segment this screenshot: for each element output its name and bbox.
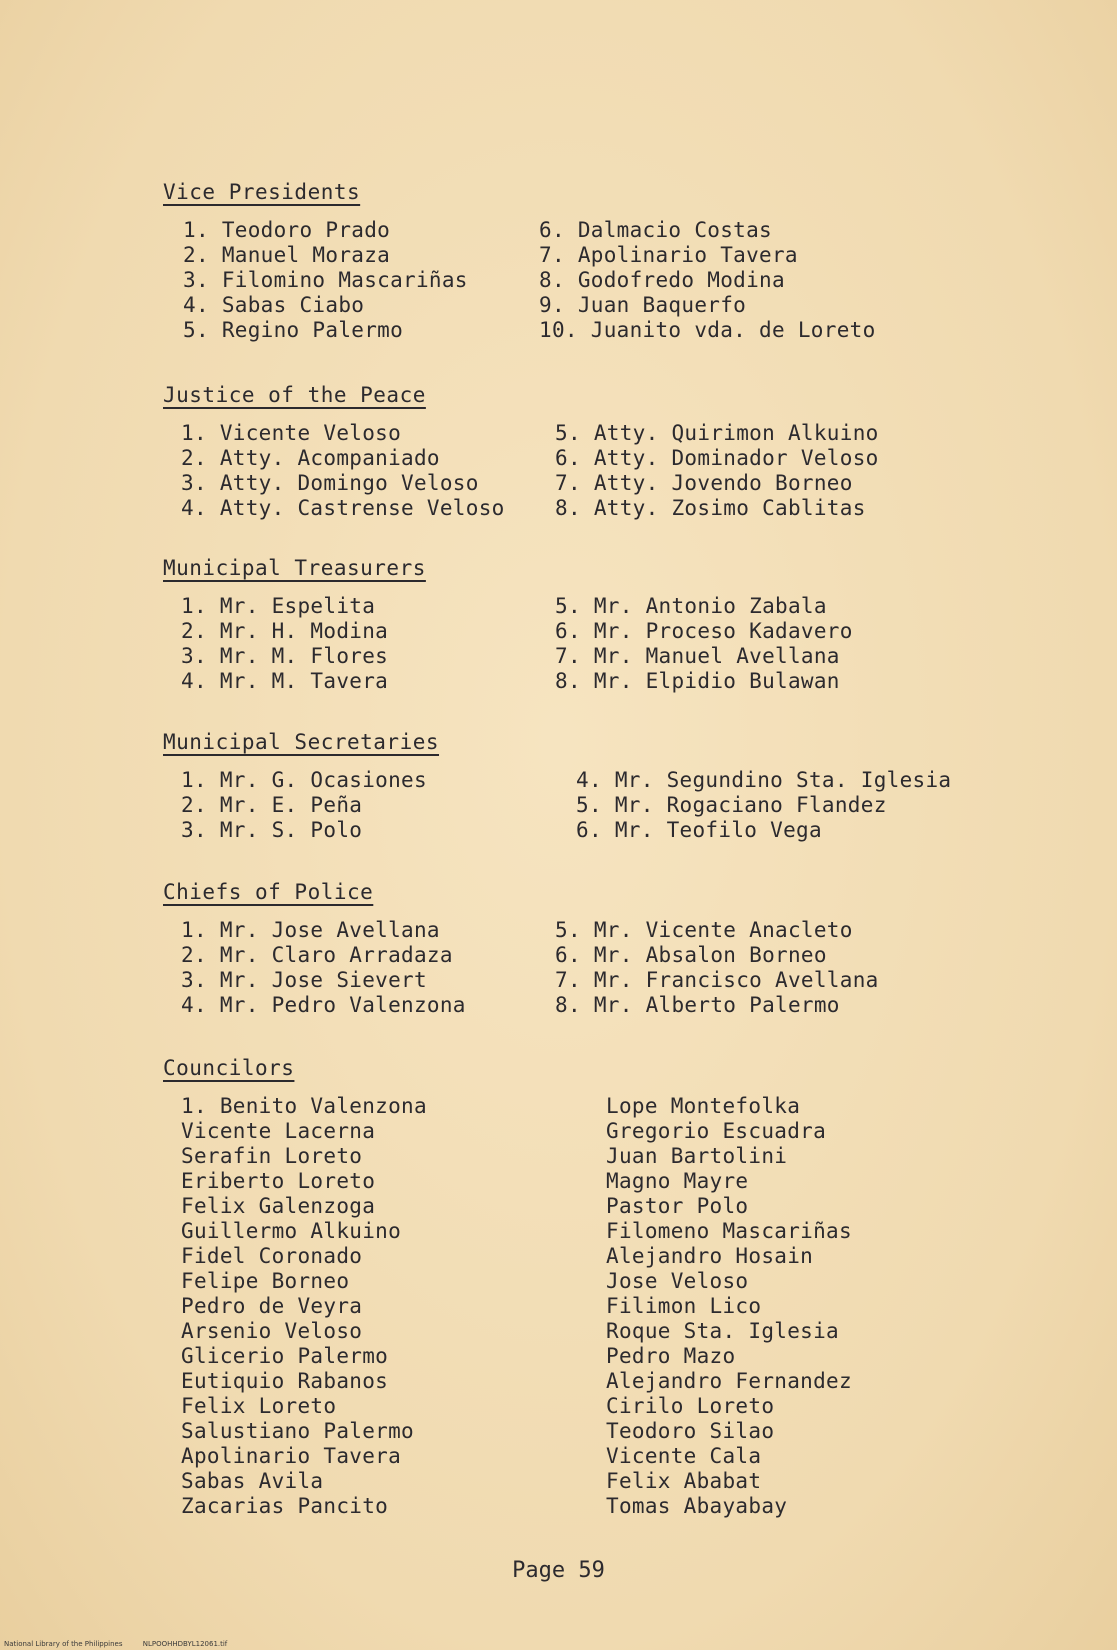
scan-source: National Library of the Philippines — [4, 1640, 123, 1648]
list-item: Eutiquio Rabanos — [181, 1369, 389, 1393]
list-item: 4. Mr. Segundino Sta. Iglesia — [576, 768, 952, 792]
list-item: 1. Mr. G. Ocasiones — [181, 768, 427, 792]
list-item: 2. Mr. Claro Arradaza — [181, 943, 453, 967]
list-item: Eriberto Loreto — [181, 1169, 376, 1193]
list-item: 5. Mr. Antonio Zabala — [555, 594, 827, 618]
section-councilors — [163, 1056, 1023, 1518]
section-heading: Municipal Treasurers — [163, 556, 426, 580]
list-item: 2. Mr. E. Peña — [181, 793, 363, 817]
section-chiefs-of-police — [163, 880, 1023, 1023]
list-item: Tomas Abayabay — [606, 1494, 788, 1518]
list-item: Felix Galenzoga — [181, 1194, 376, 1218]
list-item: 8. Godofredo Modina — [539, 268, 785, 292]
list-item: Magno Mayre — [606, 1169, 749, 1193]
list-item: 2. Atty. Acompaniado — [181, 446, 440, 470]
list-item: 1. Mr. Espelita — [181, 594, 376, 618]
list-item: Pedro Mazo — [606, 1344, 736, 1368]
left-column — [181, 918, 466, 1018]
list-item: Roque Sta. Iglesia — [606, 1319, 839, 1343]
list-item: Felipe Borneo — [181, 1269, 350, 1293]
list-item: Gregorio Escuadra — [606, 1119, 827, 1143]
list-item: 7. Mr. Manuel Avellana — [555, 644, 840, 668]
section-heading: Municipal Secretaries — [163, 730, 440, 754]
list-item: Zacarias Pancito — [181, 1494, 389, 1518]
section-heading: Vice Presidents — [163, 180, 361, 204]
list-item: 4. Mr. Pedro Valenzona — [181, 993, 466, 1017]
list-item: 3. Mr. S. Polo — [181, 818, 363, 842]
section-heading: Justice of the Peace — [163, 383, 426, 407]
list-item: Sabas Avila — [181, 1469, 324, 1493]
list-item: 4. Sabas Ciabo — [183, 293, 365, 317]
list-item: 5. Mr. Rogaciano Flandez — [576, 793, 887, 817]
list-item: Felix Loreto — [181, 1394, 337, 1418]
list-item: Apolinario Tavera — [181, 1444, 402, 1468]
list-item: Arsenio Veloso — [181, 1319, 363, 1343]
section-municipal-secretaries — [163, 730, 1023, 848]
list-item: 2. Mr. H. Modina — [181, 619, 389, 643]
section-heading: Chiefs of Police — [163, 880, 374, 904]
list-item: Alejandro Fernandez — [606, 1369, 852, 1393]
list-item: Fidel Coronado — [181, 1244, 363, 1268]
section-vice-presidents — [163, 180, 1023, 348]
list-item: Cirilo Loreto — [606, 1394, 775, 1418]
list-item: Guillermo Alkuino — [181, 1219, 402, 1243]
right-column — [539, 218, 876, 343]
list-item: 9. Juan Baquerfo — [539, 293, 747, 317]
list-item: 6. Mr. Proceso Kadavero — [555, 619, 853, 643]
list-item: 3. Mr. M. Flores — [181, 644, 389, 668]
list-item: 5. Atty. Quirimon Alkuino — [555, 421, 879, 445]
list-item: 6. Dalmacio Costas — [539, 218, 772, 242]
list-item: 6. Mr. Teofilo Vega — [576, 818, 822, 842]
right-column — [555, 421, 879, 521]
right-column — [576, 768, 951, 843]
list-item: 6. Mr. Absalon Borneo — [555, 943, 827, 967]
list-item: 3. Atty. Domingo Veloso — [181, 471, 479, 495]
list-item: Teodoro Silao — [606, 1419, 775, 1443]
list-item: Lope Montefolka — [606, 1094, 801, 1118]
list-item: 3. Mr. Jose Sievert — [181, 968, 427, 992]
list-item: 4. Atty. Castrense Veloso — [181, 496, 505, 520]
list-item: 3. Filomino Mascariñas — [183, 268, 468, 292]
scan-footer — [4, 1640, 245, 1648]
list-item: 1. Benito Valenzona — [181, 1094, 427, 1118]
right-column — [555, 918, 879, 1018]
section-heading: Councilors — [163, 1056, 295, 1080]
left-column — [181, 768, 427, 843]
list-item: 8. Atty. Zosimo Cablitas — [555, 496, 866, 520]
list-item: 7. Mr. Francisco Avellana — [555, 968, 879, 992]
list-item: Vicente Lacerna — [181, 1119, 376, 1143]
list-item: 1. Vicente Veloso — [181, 421, 402, 445]
list-item: Salustiano Palermo — [181, 1419, 414, 1443]
list-item: 5. Regino Palermo — [183, 318, 404, 342]
page-number: Page 59 — [512, 1558, 605, 1583]
list-item: Juan Bartolini — [606, 1144, 788, 1168]
list-item: 7. Atty. Jovendo Borneo — [555, 471, 853, 495]
list-item: Alejandro Hosain — [606, 1244, 814, 1268]
list-item: 10. Juanito vda. de Loreto — [539, 318, 876, 342]
list-item: 4. Mr. M. Tavera — [181, 669, 389, 693]
list-item: 2. Manuel Moraza — [183, 243, 391, 267]
left-column — [181, 421, 505, 521]
list-item: 5. Mr. Vicente Anacleto — [555, 918, 853, 942]
list-item: 8. Mr. Alberto Palermo — [555, 993, 840, 1017]
list-item: Glicerio Palermo — [181, 1344, 389, 1368]
list-item: Serafin Loreto — [181, 1144, 363, 1168]
list-item: Pedro de Veyra — [181, 1294, 363, 1318]
list-item: Vicente Cala — [606, 1444, 762, 1468]
list-item: 7. Apolinario Tavera — [539, 243, 798, 267]
left-column — [181, 1094, 427, 1519]
scan-filename: NLPOOHHDBYL12061.tif — [142, 1640, 228, 1648]
list-item: 1. Teodoro Prado — [183, 218, 391, 242]
section-municipal-treasurers — [163, 556, 1023, 699]
list-item: Filomeno Mascariñas — [606, 1219, 852, 1243]
right-column — [606, 1094, 852, 1519]
list-item: 6. Atty. Dominador Veloso — [555, 446, 879, 470]
list-item: Felix Ababat — [606, 1469, 762, 1493]
left-column — [181, 594, 388, 694]
section-justice-of-the-peace — [163, 383, 1023, 526]
list-item: Jose Veloso — [606, 1269, 749, 1293]
list-item: Pastor Polo — [606, 1194, 749, 1218]
list-item: 1. Mr. Jose Avellana — [181, 918, 440, 942]
list-item: Filimon Lico — [606, 1294, 762, 1318]
right-column — [555, 594, 853, 694]
list-item: 8. Mr. Elpidio Bulawan — [555, 669, 840, 693]
left-column — [183, 218, 468, 343]
